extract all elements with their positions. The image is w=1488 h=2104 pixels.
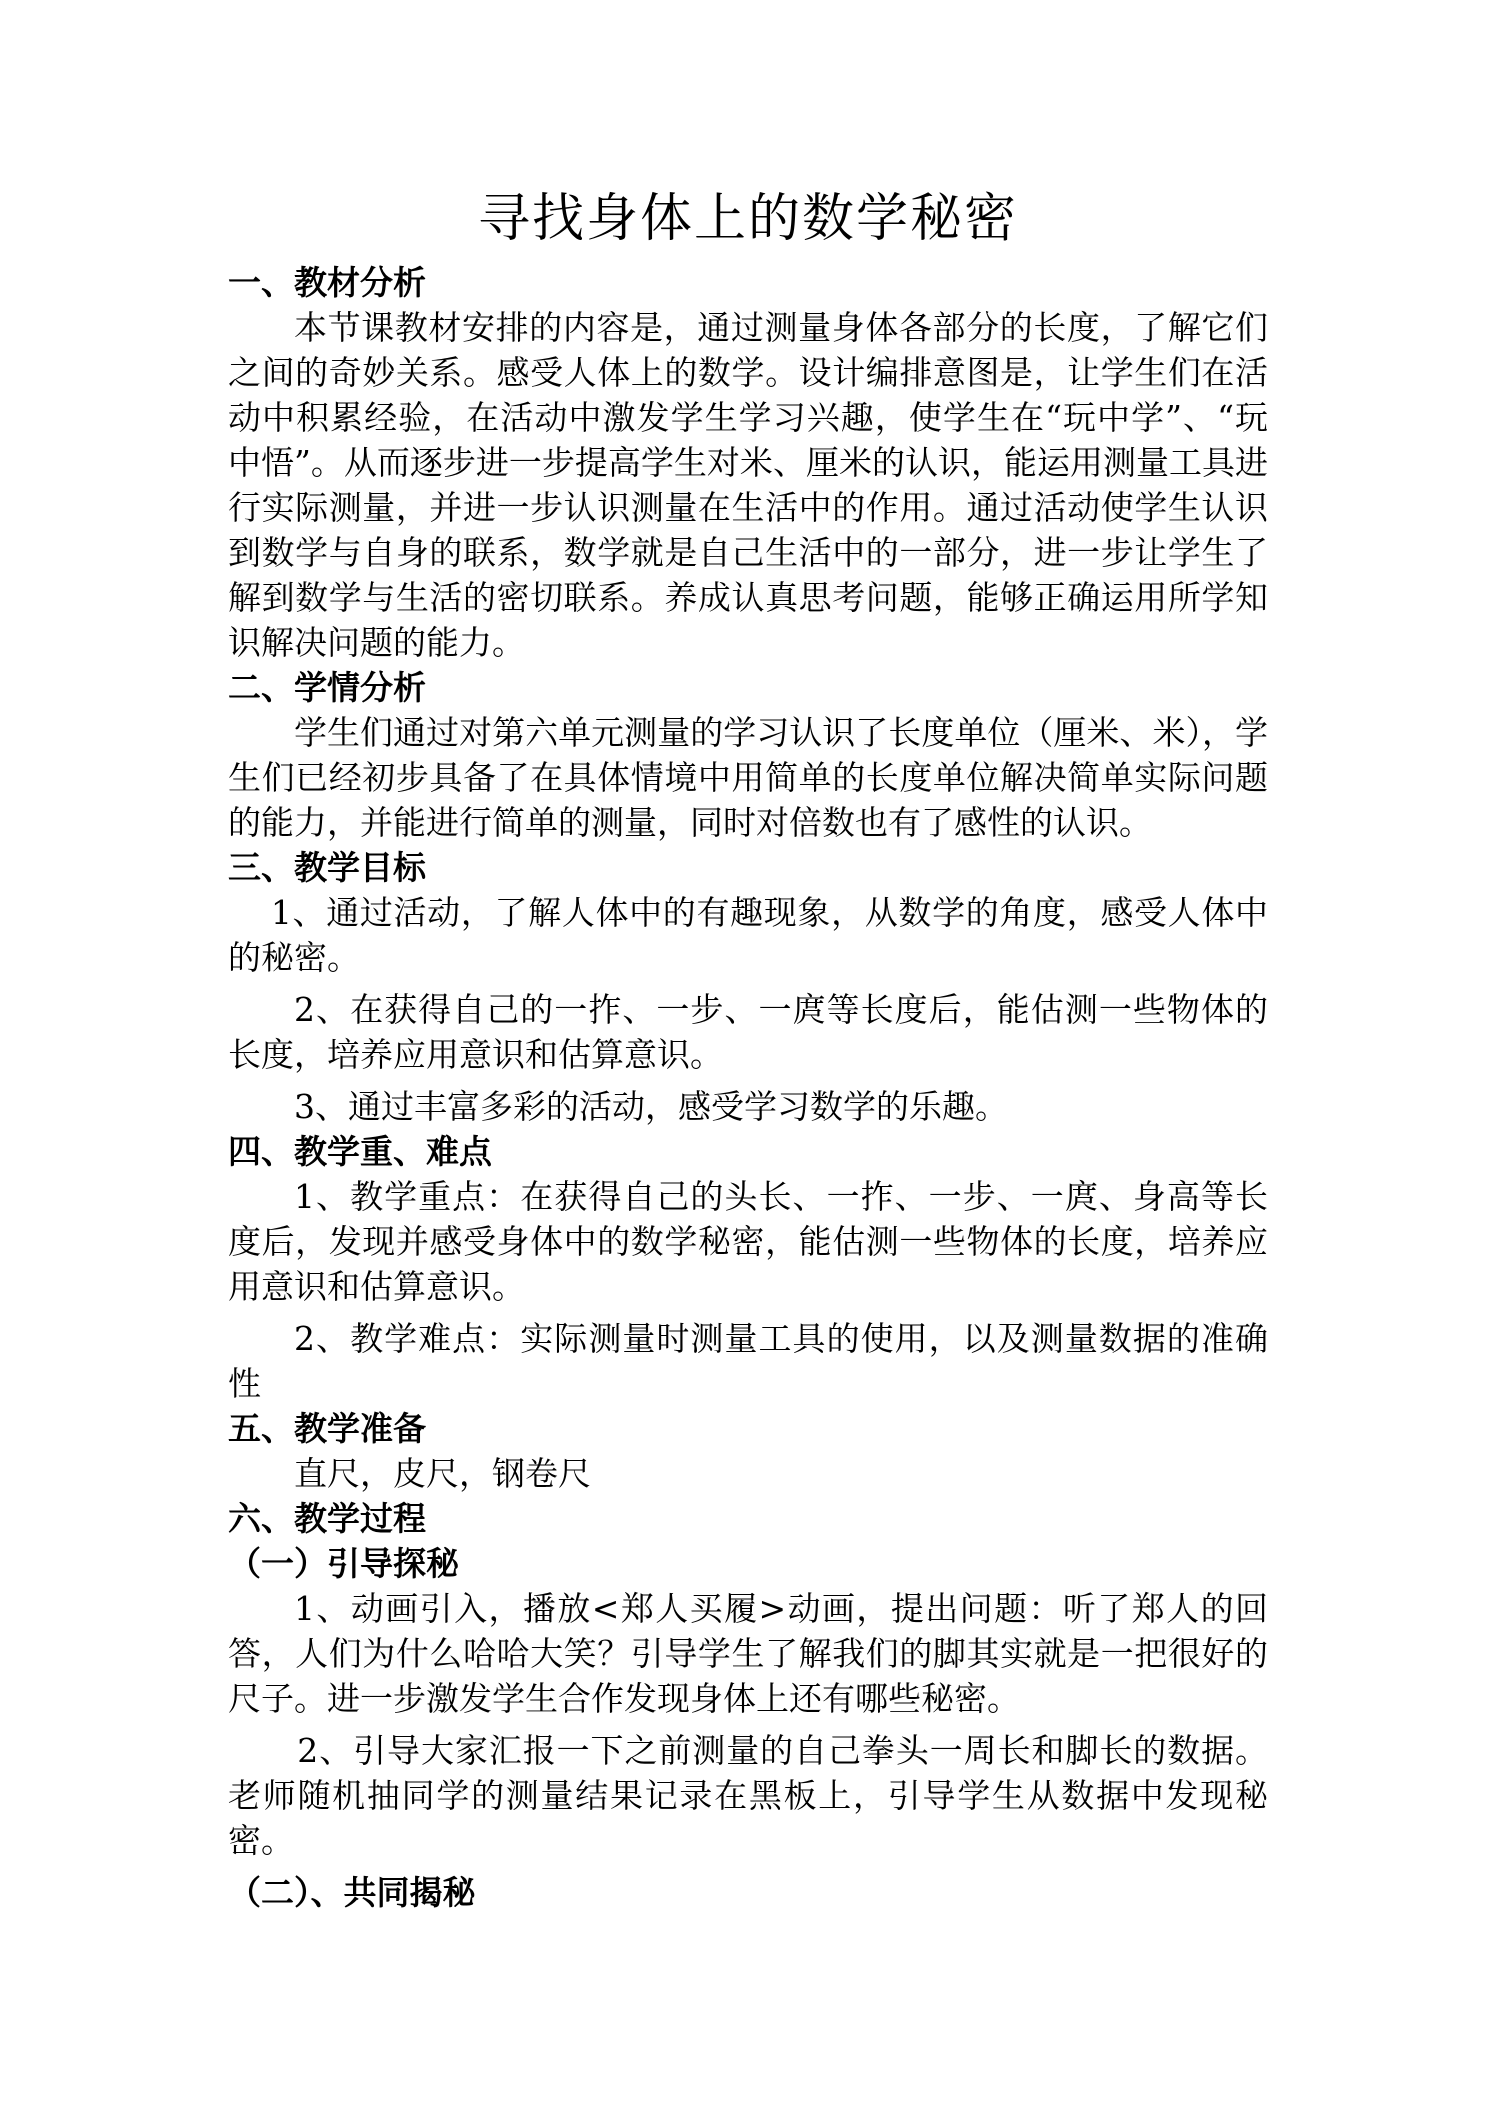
section-heading-5: 五、教学准备 xyxy=(228,1409,426,1448)
paragraph-preparation: 直尺，皮尺，钢卷尺 xyxy=(294,1454,591,1493)
section-heading-6: 六、教学过程 xyxy=(228,1499,426,1538)
paragraph-goal-1: 1、通过活动，了解人体中的有趣现象，从数学的角度，感受人体中的秘密。 xyxy=(228,893,1268,977)
paragraph-difficult-point: 2、教学难点：实际测量时测量工具的使用，以及测量数据的准确性 xyxy=(228,1319,1268,1403)
section-heading-2: 二、学情分析 xyxy=(228,668,426,707)
paragraph-process-2: 2、引导大家汇报一下之前测量的自己拳头一周长和脚长的数据。老师随机抽同学的测量结果记录在黑板上，引导学生从数据中发现秘密。 xyxy=(228,1731,1268,1860)
subsection-heading-1: （一）引导探秘 xyxy=(228,1544,459,1583)
subsection-heading-2: （二）、共同揭秘 xyxy=(228,1873,476,1912)
paragraph-process-1: 1、动画引入，播放<郑人买履>动画，提出问题：听了郑人的回答，人们为什么哈哈大笑？引导学生了解我们的脚其实就是一把很好的尺子。进一步激发学生合作发现身体上还有哪些秘密。 xyxy=(228,1589,1268,1718)
paragraph-student-analysis: 学生们通过对第六单元测量的学习认识了长度单位（厘米、米），学生们已经初步具备了在具体情境中用简单的长度单位解决简单实际问题的能力，并能进行简单的测量，同时对倍数也有了感性的认识。 xyxy=(228,713,1268,842)
section-heading-1: 一、教材分析 xyxy=(228,263,426,302)
page-title: 寻找身体上的数学秘密 xyxy=(477,189,1018,249)
paragraph-goal-2: 2、在获得自己的一拃、一步、一庹等长度后，能估测一些物体的长度，培养应用意识和估算意识。 xyxy=(228,990,1268,1074)
paragraph-key-point: 1、教学重点：在获得自己的头长、一拃、一步、一庹、身高等长度后，发现并感受身体中的数学秘密，能估测一些物体的长度，培养应用意识和估算意识。 xyxy=(228,1177,1268,1306)
paragraph-textbook-analysis: 本节课教材安排的内容是，通过测量身体各部分的长度，了解它们之间的奇妙关系。感受人体上的数学。设计编排意图是，让学生们在活动中积累经验，在活动中激发学生学习兴趣，使学生在“玩中学”、“玩中悟”。从而逐步进一步提高学生对米、厘米的认识，能运用测量工具进行实际测量，并进一步认识测量在生活中的作用。通过活动使学生认识到数学与自身的联系，数学就是自己生活中的一部分，进一步让学生了解到数学与生活的密切联系。养成认真思考问题，能够正确运用所学知识解决问题的能力。 xyxy=(228,308,1268,662)
paragraph-goal-3: 3、通过丰富多彩的活动，感受学习数学的乐趣。 xyxy=(294,1087,1008,1126)
section-heading-4: 四、教学重、难点 xyxy=(228,1132,492,1171)
document-body xyxy=(228,178,1268,1915)
section-heading-3: 三、教学目标 xyxy=(228,848,426,887)
